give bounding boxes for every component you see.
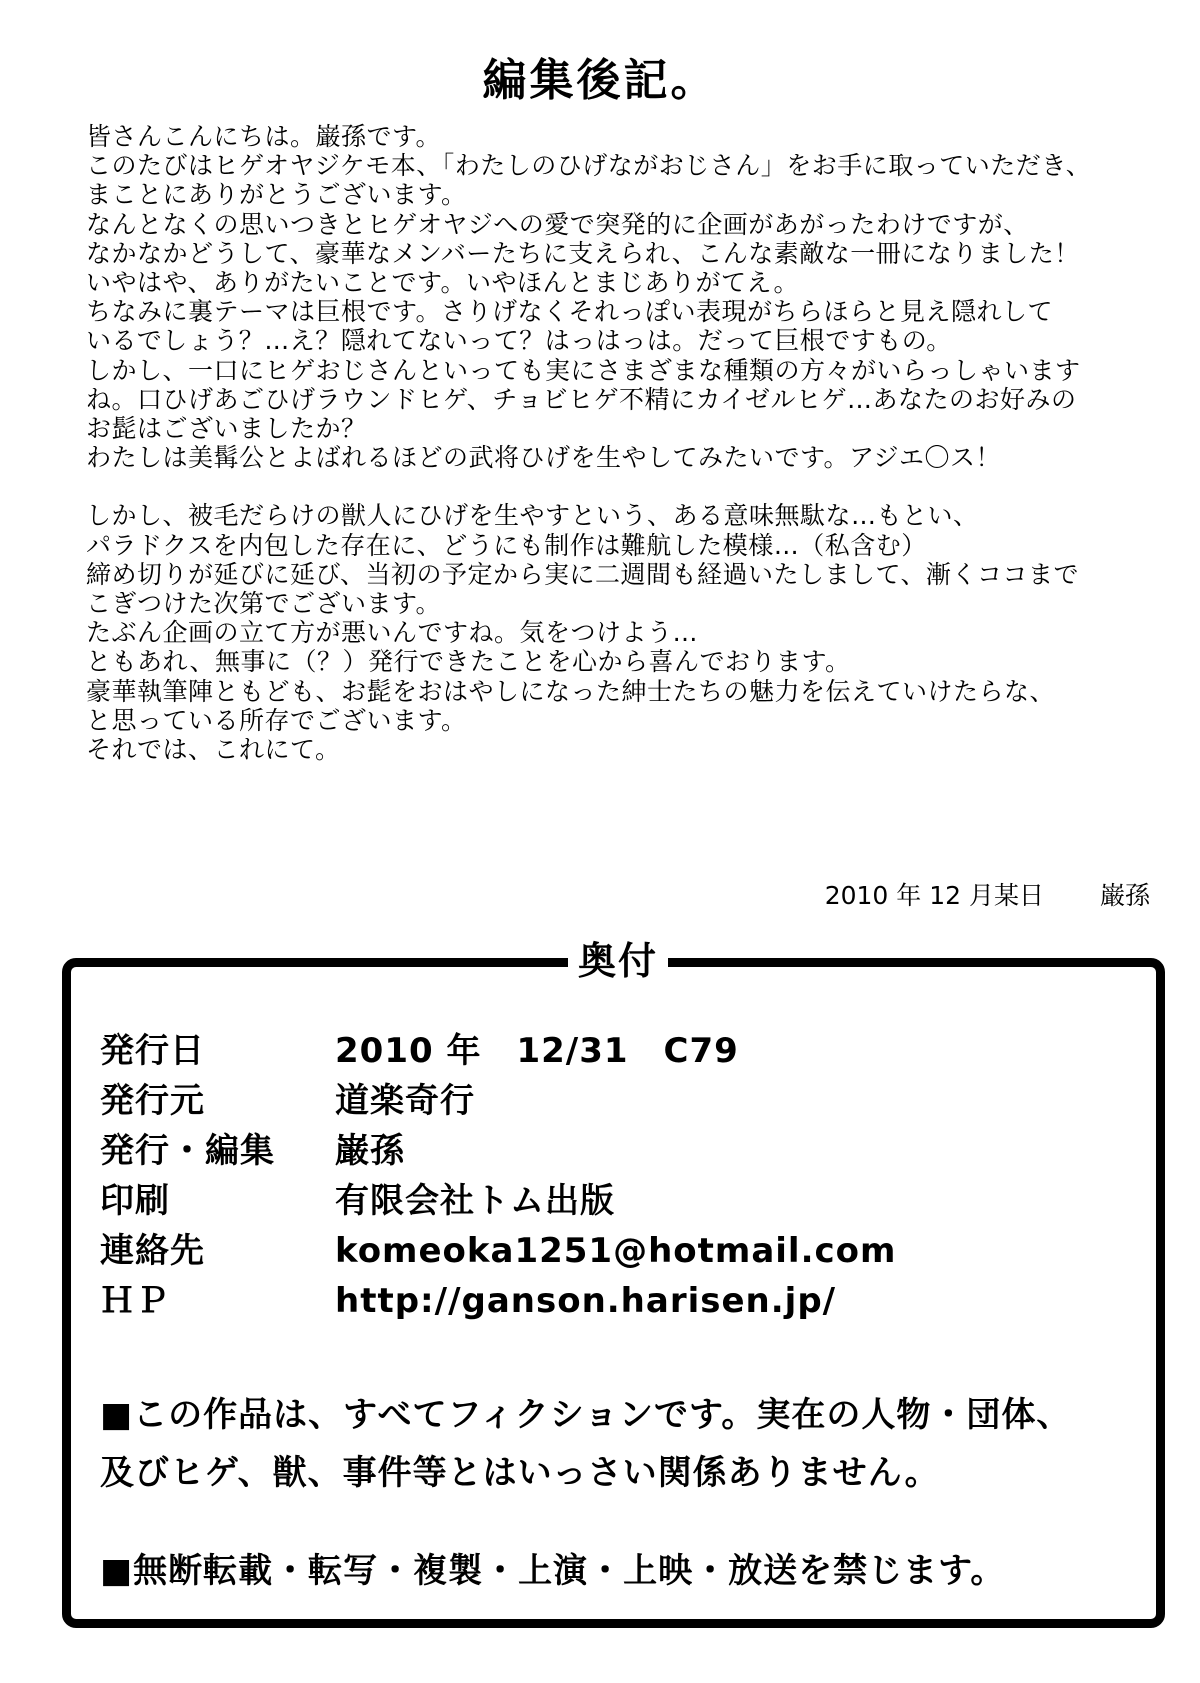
signature-author: 巌孫 [1099,881,1150,910]
colophon-email: komeoka1251@hotmail.com [335,1231,897,1271]
colophon-value: 巌孫 [335,1131,405,1171]
colophon-title: 奥付 [568,936,668,986]
signature [825,880,1150,912]
afterword-line: なかなかどうして、豪華なメンバーたちに支えられ、こんな素敵な一冊になりました！ [86,238,1080,268]
afterword-line: ともあれ、無事に（？）発行できたことを心から喜んでおります。 [86,647,851,677]
colophon-label: ＨＰ [100,1281,170,1321]
signature-date: 2010 年 12 月某日 [824,881,1044,910]
afterword-line: ちなみに裏テーマは巨根です。さりげなくそれっぽい表現がちらほらと見え隠れして [86,297,1054,327]
copyright-notice-line: ■無断転載・転写・複製・上演・上映・放送を禁じます。 [100,1551,1006,1591]
colophon-label: 印刷 [100,1181,170,1221]
afterword-line: と思っている所存でございます。 [86,705,467,735]
afterword-line: このたびはヒゲオヤジケモ本、「わたしのひげながおじさん」をお手に取っていただき、 [86,151,1092,181]
fiction-notice-line: ■この作品は、すべてフィクションです。実在の人物・団体、 [100,1395,1072,1435]
colophon-url: http://ganson.harisen.jp/ [335,1281,837,1321]
afterword-line: いやはや、ありがたいことです。いやほんとまじありがてえ。 [86,267,800,297]
afterword-line: しかし、一口にヒゲおじさんといっても実にさまざまな種類の方々がいらっしゃいます [86,355,1081,385]
colophon-label: 連絡先 [100,1231,205,1271]
colophon-label: 発行・編集 [100,1131,275,1171]
copyright-notice [100,1542,1005,1600]
afterword-line: 皆さんこんにちは。巌孫です。 [86,122,442,151]
fiction-notice-line: 及びヒゲ、獣、事件等とはいっさい関係ありません。 [100,1453,940,1493]
afterword-line: 締め切りが延びに延び、当初の予定から実に二週間も経過いたしまして、漸くココまで [86,559,1080,589]
colophon-value: 有限会社トム出版 [335,1181,615,1221]
afterword-line: それでは、これにて。 [86,734,341,764]
afterword-line: パラドクスを内包した存在に、どうにも制作は難航した模様…（私含む） [86,530,927,560]
afterword-blank-line [86,472,1166,501]
afterword-line: お髭はございましたか？ [86,413,367,443]
colophon-label: 発行日 [100,1031,205,1071]
afterword-line: たぶん企画の立て方が悪いんですね。気をつけよう… [86,618,699,648]
afterword-line: わたしは美髯公とよばれるほどの武将ひげを生やしてみたいです。アジエ〇ス！ [86,443,1002,473]
afterword-line: ね。口ひげあごひげラウンドヒゲ、チョビヒゲ不精にカイゼルヒゲ…あなたのお好みの [86,384,1077,414]
colophon-value: 2010 年 12/31 C79 [335,1031,739,1071]
afterword-line: いるでしょう？…え？隠れてないって？はっはっは。だって巨根ですもの。 [86,326,952,356]
colophon-value: 道楽奇行 [335,1081,475,1121]
fiction-notice [100,1386,1071,1502]
afterword-line: まことにありがとうございます。 [86,180,467,210]
page-title: 編集後記。 [482,55,718,106]
colophon-label: 発行元 [100,1081,205,1121]
afterword-line: なんとなくの思いつきとヒゲオヤジへの愛で突発的に企画があがったわけですが、 [86,209,1029,239]
afterword-line: 豪華執筆陣ともども、お髭をおはやしになった紳士たちの魅力を伝えていけたらな、 [86,676,1056,706]
afterword-line: こぎつけた次第でございます。 [86,589,442,618]
afterword-line: しかし、被毛だらけの獣人にひげを生やすという、ある意味無駄な…もとい、 [86,501,979,531]
afterword-body [86,122,1166,764]
